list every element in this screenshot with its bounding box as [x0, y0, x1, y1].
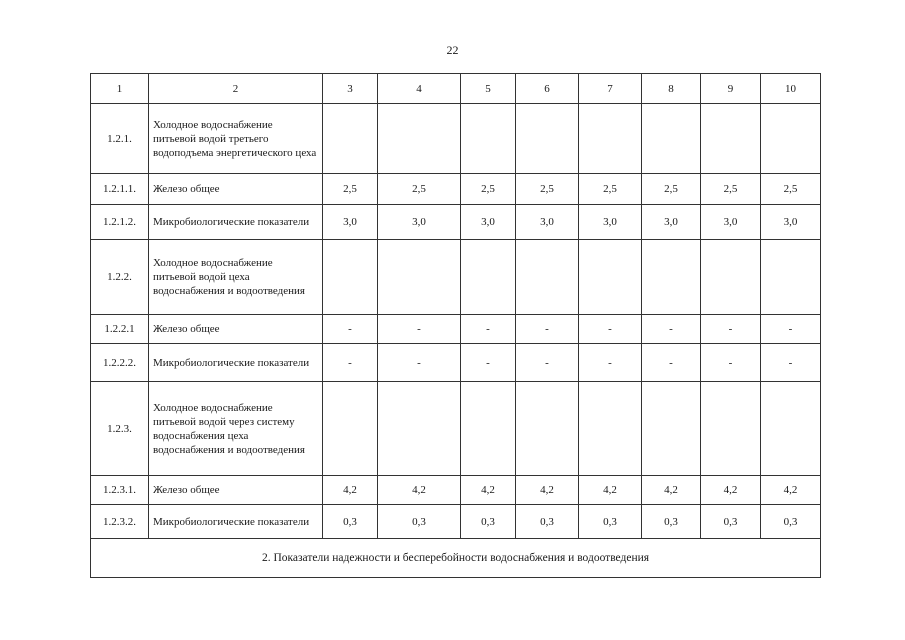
value-cell	[516, 104, 579, 174]
indicator-name-cell: Микробиологические показатели	[149, 205, 323, 240]
value-cell: -	[701, 315, 761, 344]
indicator-name-cell: Железо общее	[149, 174, 323, 205]
indicator-name-cell: Микробиологические показатели	[149, 505, 323, 539]
value-cell: 0,3	[761, 505, 821, 539]
value-cell	[642, 240, 701, 315]
table-row	[91, 205, 821, 240]
value-cell: 4,2	[701, 476, 761, 505]
header-cell: 1	[91, 74, 149, 104]
value-cell	[461, 382, 516, 476]
page-number: 22	[446, 43, 459, 57]
value-cell: -	[642, 344, 701, 382]
value-cell	[323, 382, 378, 476]
value-cell	[642, 104, 701, 174]
value-cell: -	[701, 344, 761, 382]
value-cell: 3,0	[701, 205, 761, 240]
value-cell: 3,0	[642, 205, 701, 240]
indicator-name-cell: Холодное водоснабжение питьевой водой через систему водоснабжения цеха водоснабжения и водоотведения	[149, 382, 323, 476]
value-cell: -	[579, 315, 642, 344]
header-cell: 3	[323, 74, 378, 104]
value-cell: 2,5	[701, 174, 761, 205]
value-cell	[701, 382, 761, 476]
value-cell	[461, 104, 516, 174]
value-cell: -	[579, 344, 642, 382]
table-row	[91, 174, 821, 205]
value-cell: -	[323, 315, 378, 344]
value-cell: 2,5	[579, 174, 642, 205]
value-cell: -	[378, 315, 461, 344]
value-cell: -	[761, 344, 821, 382]
header-cell: 8	[642, 74, 701, 104]
row-number-cell: 1.2.1.2.	[91, 205, 149, 240]
value-cell	[323, 104, 378, 174]
header-cell: 7	[579, 74, 642, 104]
value-cell: 4,2	[579, 476, 642, 505]
value-cell: -	[461, 344, 516, 382]
value-cell	[642, 382, 701, 476]
value-cell: 0,3	[516, 505, 579, 539]
value-cell	[579, 240, 642, 315]
value-cell	[516, 382, 579, 476]
value-cell: 3,0	[323, 205, 378, 240]
value-cell	[378, 240, 461, 315]
value-cell: 4,2	[461, 476, 516, 505]
value-cell: 3,0	[761, 205, 821, 240]
indicator-name-cell: Железо общее	[149, 315, 323, 344]
value-cell: 2,5	[323, 174, 378, 205]
value-cell: 4,2	[516, 476, 579, 505]
table-row	[91, 315, 821, 344]
table-row	[91, 344, 821, 382]
row-number-cell: 1.2.1.1.	[91, 174, 149, 205]
value-cell: -	[642, 315, 701, 344]
table-row	[91, 382, 821, 476]
row-number-cell: 1.2.2.	[91, 240, 149, 315]
indicator-name-cell: Холодное водоснабжение питьевой водой цеха водоснабжения и водоотведения	[149, 240, 323, 315]
value-cell	[579, 104, 642, 174]
value-cell: 3,0	[516, 205, 579, 240]
value-cell: 2,5	[516, 174, 579, 205]
value-cell: -	[761, 315, 821, 344]
row-number-cell: 1.2.3.1.	[91, 476, 149, 505]
indicator-name-cell: Холодное водоснабжение питьевой водой третьего водоподъема энергетического цеха	[149, 104, 323, 174]
table-row	[91, 476, 821, 505]
value-cell: -	[516, 315, 579, 344]
value-cell: 0,3	[378, 505, 461, 539]
header-cell: 9	[701, 74, 761, 104]
value-cell	[461, 240, 516, 315]
value-cell: 4,2	[761, 476, 821, 505]
table-header-row	[91, 74, 821, 104]
value-cell	[378, 382, 461, 476]
value-cell	[701, 104, 761, 174]
value-cell	[761, 240, 821, 315]
value-cell: 0,3	[323, 505, 378, 539]
value-cell: 2,5	[761, 174, 821, 205]
value-cell: 0,3	[642, 505, 701, 539]
indicators-table	[90, 73, 821, 578]
value-cell: 3,0	[378, 205, 461, 240]
header-cell: 5	[461, 74, 516, 104]
value-cell: 0,3	[579, 505, 642, 539]
value-cell	[701, 240, 761, 315]
value-cell: 2,5	[461, 174, 516, 205]
value-cell: -	[516, 344, 579, 382]
value-cell: -	[323, 344, 378, 382]
value-cell: 4,2	[378, 476, 461, 505]
value-cell	[516, 240, 579, 315]
value-cell	[323, 240, 378, 315]
indicator-name-cell: Микробиологические показатели	[149, 344, 323, 382]
row-number-cell: 1.2.2.2.	[91, 344, 149, 382]
row-number-cell: 1.2.1.	[91, 104, 149, 174]
value-cell: -	[461, 315, 516, 344]
value-cell: 0,3	[461, 505, 516, 539]
value-cell	[579, 382, 642, 476]
value-cell: 3,0	[461, 205, 516, 240]
header-cell: 10	[761, 74, 821, 104]
table-row	[91, 104, 821, 174]
value-cell	[761, 104, 821, 174]
value-cell: 4,2	[323, 476, 378, 505]
value-cell: 2,5	[642, 174, 701, 205]
row-number-cell: 1.2.2.1	[91, 315, 149, 344]
value-cell	[378, 104, 461, 174]
header-cell: 2	[149, 74, 323, 104]
value-cell: 2,5	[378, 174, 461, 205]
row-number-cell: 1.2.3.	[91, 382, 149, 476]
section-title-row	[91, 539, 821, 578]
table-row	[91, 505, 821, 539]
row-number-cell: 1.2.3.2.	[91, 505, 149, 539]
table-row	[91, 240, 821, 315]
value-cell	[761, 382, 821, 476]
value-cell: 0,3	[701, 505, 761, 539]
indicator-name-cell: Железо общее	[149, 476, 323, 505]
value-cell: -	[378, 344, 461, 382]
header-cell: 4	[378, 74, 461, 104]
value-cell: 4,2	[642, 476, 701, 505]
section-title: 2. Показатели надежности и бесперебойности водоснабжения и водоотведения	[91, 539, 821, 578]
header-cell: 6	[516, 74, 579, 104]
value-cell: 3,0	[579, 205, 642, 240]
